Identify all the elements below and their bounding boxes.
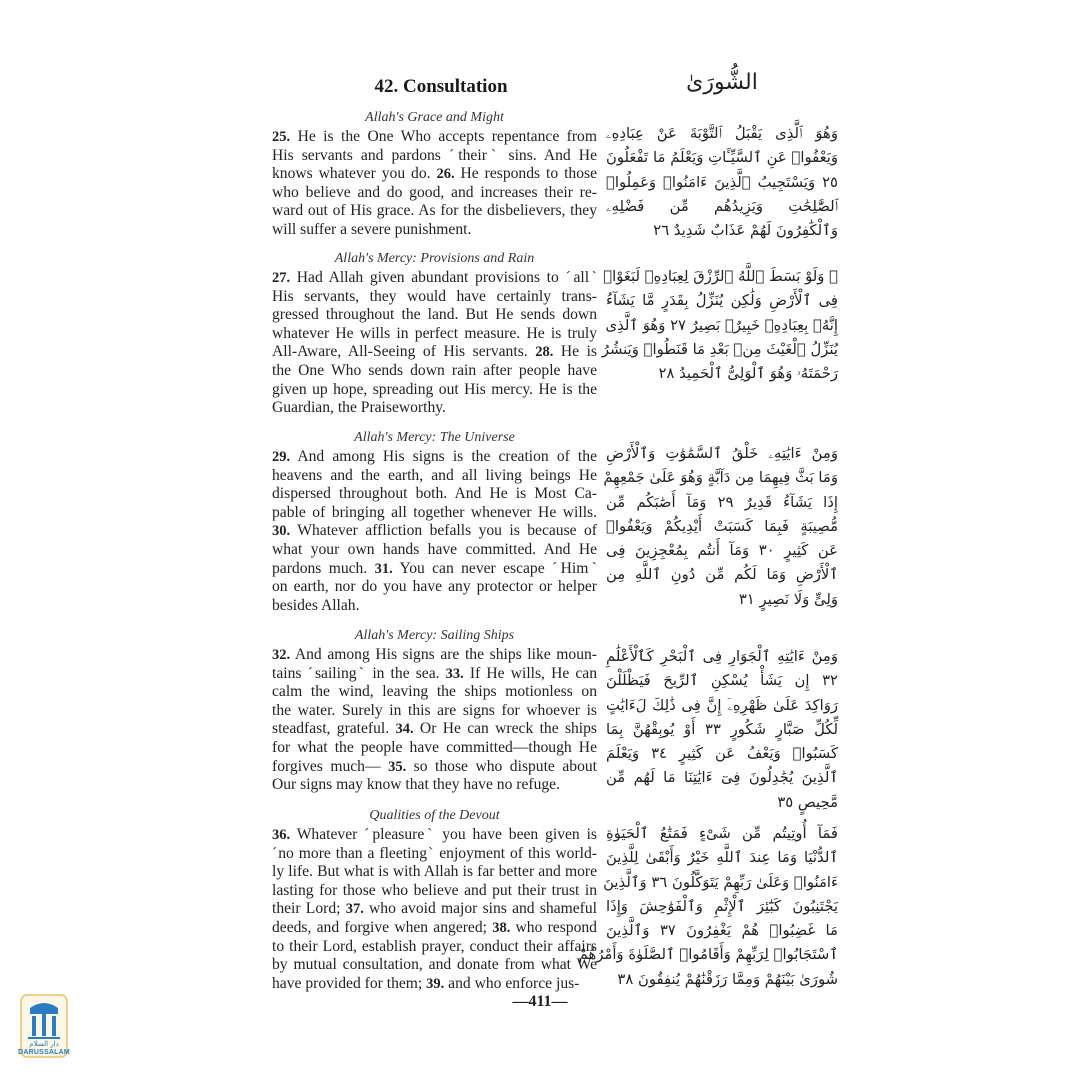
translation-line xyxy=(272,720,597,739)
arabic-line: ۞ وَلَوْ بَسَطَ ٱللَّهُ ٱلرِّزْقَ لِعِبَادِهِۦ لَبَغَوْا۟ xyxy=(603,268,838,285)
translation-text: All-Aware, All-Seeing of His servants. xyxy=(272,343,536,361)
arabic-line: فِى ٱلْأَرْضِ وَلَٰكِن يُنَزِّلُ بِقَدَرٍ مَّا يَشَآءُ xyxy=(606,292,838,310)
translation-text: have provided for them; xyxy=(272,974,427,992)
arabic-line: ٱلصَّٰلِحَٰتِ وَيَزِيدُهُم مِّن فَضْلِهِۦ xyxy=(606,197,838,215)
translation-text: ward out of His grace. As for the disbelievers, they xyxy=(272,202,597,220)
translation-text: ˊno more than a fleetingˋ enjoyment of this world- xyxy=(272,844,597,862)
translation-line xyxy=(272,467,597,486)
translation-text: given up hope, spreading out His mercy. He is the xyxy=(272,380,597,398)
translation-text: to their Lord, establish prayer, conduct their affairs xyxy=(272,937,597,955)
english-section xyxy=(272,628,597,795)
page-number: —411— xyxy=(512,993,568,1010)
translation-line xyxy=(272,522,597,541)
arabic-line: شُورَىٰ بَيْنَهُمْ وَمِمَّا رَزَقْنَٰهُمْ يُنفِقُونَ ٣٨ xyxy=(617,970,838,988)
translation-line xyxy=(272,269,597,288)
translation-text: will suffer a severe punishment. xyxy=(272,220,472,238)
translation-line xyxy=(272,399,597,418)
translation-text: on earth, nor do you have any protector or helper xyxy=(272,578,597,596)
arabic-line: رَحْمَتَهُۥ وَهُوَ ٱلْوَلِىُّ ٱلْحَمِيدُ ٢٨ xyxy=(658,365,838,383)
translation-line xyxy=(272,485,597,504)
translation-line xyxy=(272,325,597,344)
translation-text: pable of bringing all together whenever He wills. xyxy=(272,503,597,521)
translation-text: Our signs may know that they have no refuge. xyxy=(272,776,560,794)
translation-text: tains ˊsailingˋ in the sea. xyxy=(272,664,446,682)
translation-line xyxy=(272,184,597,203)
surah-name-arabic: الشُّورَىٰ xyxy=(686,70,758,95)
arabic-verse-block xyxy=(601,265,838,386)
translation-text: whatever He wills in perfect measure. He is truly xyxy=(272,324,597,342)
translation-line xyxy=(272,739,597,758)
translation-text: He is xyxy=(553,343,597,361)
translation-text: by mutual consultation, and donate from what We xyxy=(272,956,597,974)
verse-number: 27. xyxy=(272,270,291,286)
verse-number: 34. xyxy=(395,721,414,738)
verse-number: 35. xyxy=(388,758,407,775)
verse-number: 37. xyxy=(345,901,364,918)
verse-number: 28. xyxy=(535,344,554,361)
arabic-verse-block xyxy=(578,822,838,992)
translation-text: gressed throughout the land. But He sends down xyxy=(272,306,597,324)
publisher-logo-caption: DARUSSALAM xyxy=(18,1049,70,1056)
arabic-line: وَهُوَ ٱلَّذِى يَقْبَلُ ٱلتَّوْبَةَ عَنْ عِبَادِهِۦ xyxy=(606,125,838,142)
translation-line xyxy=(272,683,597,702)
translation-text: Or He can wreck the ships xyxy=(413,720,598,738)
translation-text: Whatever affliction befalls you is because of xyxy=(290,522,597,540)
english-section xyxy=(272,251,597,418)
verse-number: 30. xyxy=(272,523,291,540)
translation-line xyxy=(272,956,597,975)
translation-line xyxy=(272,343,597,362)
translation-line xyxy=(272,288,597,307)
verse-number: 38. xyxy=(492,919,511,936)
translation-line xyxy=(272,128,597,147)
verse-number: 25. xyxy=(272,129,291,145)
arabic-line: مَّحِيصٍ ٣٥ xyxy=(777,793,838,811)
translation-line xyxy=(272,665,597,684)
translation-line xyxy=(272,938,597,957)
translation-line xyxy=(272,826,597,845)
translation-line xyxy=(272,306,597,325)
translation-text: besides Allah. xyxy=(272,596,360,614)
translation-line xyxy=(272,776,597,795)
chapter-title: 42. Consultation xyxy=(374,76,508,97)
arabic-line: فَمَآ أُوتِيتُم مِّن شَىْءٍ فَمَتَٰعُ ٱلْحَيَوٰةِ xyxy=(606,825,838,842)
translation-text: and who enforce jus- xyxy=(444,974,580,992)
translation-line xyxy=(272,448,597,467)
verse-number: 33. xyxy=(445,665,464,682)
arabic-line: لِّكُلِّ صَبَّارٍ شَكُورٍ ٣٣ أَوْ يُوبِقْهُنَّ بِمَا xyxy=(606,720,839,738)
english-section xyxy=(272,808,597,993)
arabic-line: يُنَزِّلُ ٱلْغَيْثَ مِنۢ بَعْدِ مَا قَنَطُوا۟ وَيَنشُرُ xyxy=(601,340,838,358)
arabic-line: وَيَعْفُوا۟ عَنِ ٱلسَّيِّـَٔاتِ وَيَعْلَمُ مَا تَفْعَلُونَ xyxy=(606,149,838,167)
translation-text: deeds, and forgive when angered; xyxy=(272,918,493,936)
arabic-verse-block xyxy=(606,645,838,815)
translation-line xyxy=(272,362,597,381)
translation-line xyxy=(272,541,597,560)
verse-number: 26. xyxy=(436,166,455,183)
arabic-line: ءَامَنُوا۟ وَعَلَىٰ رَبِّهِمْ يَتَوَكَّلُونَ ٣٦ وَٱلَّذِينَ xyxy=(603,873,838,891)
verse-number: 39. xyxy=(426,975,445,992)
translation-text: who believe and do good, and increases their re- xyxy=(272,183,597,201)
section-heading: Allah's Mercy: Sailing Ships xyxy=(354,628,515,643)
translation-line xyxy=(272,882,597,901)
verse-number: 29. xyxy=(272,449,291,465)
translation-line xyxy=(272,646,597,665)
translation-text: so those who dispute about xyxy=(406,757,597,775)
translation-text: Whatever ˊpleasureˋ you have been given is xyxy=(290,826,597,843)
translation-text: He responds to those xyxy=(454,165,598,183)
translation-text: heavens and the earth, and all living beings He xyxy=(272,466,597,484)
arabic-line: ٱسْتَجَابُوا۟ لِرَبِّهِمْ وَأَقَامُوا۟ ٱلصَّلَوٰةَ وَأَمْرُهُمْ xyxy=(578,946,838,964)
translation-text: their Lord; xyxy=(272,900,346,918)
translation-text: His servants, they would have certainly trans- xyxy=(272,287,597,305)
arabic-line: وَمَا بَثَّ فِيهِمَا مِن دَآبَّةٍ وَهُوَ عَلَىٰ جَمْعِهِمْ xyxy=(603,469,838,487)
verse-number: 36. xyxy=(272,827,291,843)
arabic-line: وَمِنْ ءَايَٰتِهِ ٱلْجَوَارِ فِى ٱلْبَحْرِ كَٱلْأَعْلَٰمِ xyxy=(606,648,838,665)
section-heading: Qualities of the Devout xyxy=(369,808,500,823)
translation-text: ly life. But what is with Allah is far better and more xyxy=(272,863,597,881)
translation-text: steadfast, grateful. xyxy=(272,720,396,738)
arabic-line: مُّصِيبَةٍ فَبِمَا كَسَبَتْ أَيْدِيكُمْ وَيَعْفُوا۟ xyxy=(606,517,838,535)
arabic-line: وَلِىٍّ وَلَا نَصِيرٍ ٣١ xyxy=(738,590,838,608)
translation-text: You can never escape ˊHimˋ xyxy=(392,559,597,577)
translation-text: And among His signs are the ships like moun- xyxy=(290,646,597,663)
translation-line xyxy=(272,845,597,864)
translation-line xyxy=(272,202,597,221)
translation-text: the One Who sends down rain after people have xyxy=(272,361,597,379)
translation-text: Guardian, the Praiseworthy. xyxy=(272,399,446,417)
translation-line xyxy=(272,381,597,400)
translation-line xyxy=(272,863,597,882)
arabic-line: ٱلَّذِينَ يُجَٰدِلُونَ فِىٓ ءَايَٰتِنَا مَا لَهُم مِّن xyxy=(606,769,838,787)
translation-line xyxy=(272,758,597,777)
translation-text: His servants and pardons ˊtheirˋ sins. And He xyxy=(272,146,597,164)
translation-line xyxy=(272,165,597,184)
arabic-line: ٢٥ وَيَسْتَجِيبُ ٱلَّذِينَ ءَامَنُوا۟ وَعَمِلُوا۟ xyxy=(606,173,838,191)
arabic-line: إِذَا يَشَآءُ قَدِيرٌ ٢٩ وَمَآ أَصَٰبَكُم مِّن xyxy=(606,493,838,511)
translation-line xyxy=(272,147,597,166)
translation-text: dispersed throughout both. And He is Most Ca- xyxy=(272,485,597,503)
translation-line xyxy=(272,597,597,616)
translation-line xyxy=(272,221,597,240)
section-heading: Allah's Mercy: Provisions and Rain xyxy=(334,251,535,266)
arabic-line: مَا غَضِبُوا۟ هُمْ يَغْفِرُونَ ٣٧ وَٱلَّذِينَ xyxy=(606,922,838,940)
translation-text: the water. Surely in this are signs for whoever is xyxy=(272,701,597,719)
logo-arabic-text: دار السلام xyxy=(29,1040,59,1048)
verse-number: 31. xyxy=(374,560,393,577)
translation-line xyxy=(272,702,597,721)
translation-text: forgives much— xyxy=(272,757,389,775)
arabic-line: وَٱلْكَٰفِرُونَ لَهُمْ عَذَابٌ شَدِيدٌ ٢٦ xyxy=(653,222,838,240)
arabic-line: ٣٢ إِن يَشَأْ يُسْكِنِ ٱلرِّيحَ فَيَظْلَلْنَ xyxy=(606,672,838,690)
arabic-line: رَوَاكِدَ عَلَىٰ ظَهْرِهِۦٓ إِنَّ فِى ذَٰلِكَ لَءَايَٰتٍ xyxy=(606,696,838,714)
translation-text: what your own hands have committed. And He xyxy=(272,540,597,558)
arabic-line: عَن كَثِيرٍ ٣٠ وَمَآ أَنتُم بِمُعْجِزِينَ فِى xyxy=(606,542,838,560)
translation-text: And among His signs is the creation of the xyxy=(290,448,597,465)
translation-text: calm the wind, leaving the ships motionless on xyxy=(272,683,597,701)
arabic-verse-block xyxy=(606,122,838,243)
translation-text: Had Allah given abundant provisions to ˊallˋ xyxy=(290,269,597,286)
translation-line xyxy=(272,578,597,597)
english-section xyxy=(272,110,597,240)
translation-line xyxy=(272,560,597,579)
translation-text: knows whatever you do. xyxy=(272,165,437,183)
translation-text: lasting for those who believe and put their trust in xyxy=(272,881,597,899)
translation-line xyxy=(272,919,597,938)
arabic-verse-block xyxy=(603,442,838,612)
translation-line xyxy=(272,975,597,994)
translation-text: who respond xyxy=(510,918,597,936)
arabic-line: إِنَّهُۥ بِعِبَادِهِۦ خَبِيرٌۢ بَصِيرٌ ٢٧ وَهُوَ ٱلَّذِى xyxy=(605,316,838,334)
arabic-line: كَسَبُوا۟ وَيَعْفُ عَن كَثِيرٍ ٣٤ وَيَعْلَمَ xyxy=(606,745,838,763)
translation-line xyxy=(272,504,597,523)
section-heading: Allah's Mercy: The Universe xyxy=(354,430,515,445)
arabic-line: وَمِنْ ءَايَٰتِهِۦ خَلْقُ ٱلسَّمَٰوَٰتِ وَٱلْأَرْضِ xyxy=(606,445,838,462)
translation-text: He is the One Who accepts repentance from xyxy=(290,128,597,145)
section-heading: Allah's Grace and Might xyxy=(365,110,504,125)
arabic-line: يَجْتَنِبُونَ كَبَٰٓئِرَ ٱلْإِثْمِ وَٱلْفَوَٰحِشَ وَإِذَا xyxy=(606,897,838,915)
translation-text: If He wills, He can xyxy=(463,664,598,682)
verse-number: 32. xyxy=(272,647,291,663)
translation-text: for what the people have committed—though He xyxy=(272,738,597,756)
translation-line xyxy=(272,900,597,919)
english-section xyxy=(272,430,597,615)
translation-text: pardons much. xyxy=(272,559,375,577)
translation-text: who avoid major sins and shameful xyxy=(363,900,597,918)
arabic-line: ٱلْأَرْضِ وَمَا لَكُم مِّن دُونِ ٱللَّهِ مِن xyxy=(606,566,838,584)
arabic-line: ٱلدُّنْيَا وَمَا عِندَ ٱللَّهِ خَيْرٌ وَأَبْقَىٰ لِلَّذِينَ xyxy=(606,849,838,867)
